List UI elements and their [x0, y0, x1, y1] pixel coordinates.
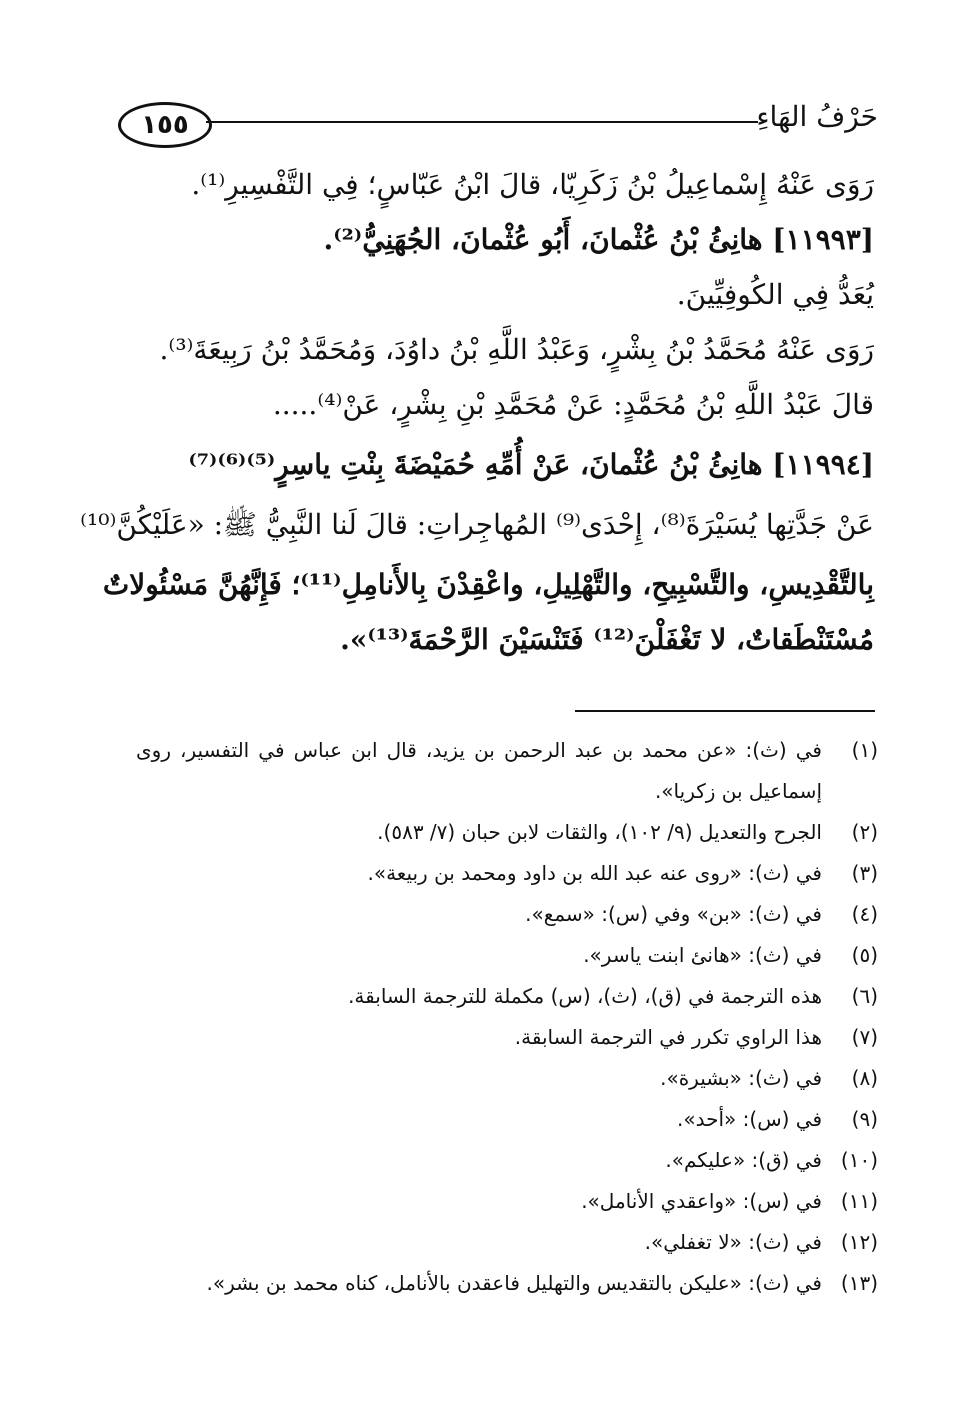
footnote-separator [575, 710, 875, 712]
main-line: قالَ عَبْدُ اللَّهِ بْنُ مُحَمَّدٍ: عَنْ مُحَمَّدِ بْنِ بِشْرٍ، عَنْ⁽⁴⁾..... [272, 388, 874, 421]
footnote-text: في (ق): «عليكم». [665, 1148, 822, 1172]
footnote-text: في (ث): «عن محمد بن عبد الرحمن بن يزيد، قال ابن عباس في التفسير، روى إسماعيل بن زكريا». [136, 738, 822, 803]
footnote-number: (٣) [851, 861, 878, 885]
footnote-number: (٤) [851, 902, 878, 926]
hadith-line: مُسْتَنْطَقاتٌ، لا تَغْفَلْنَ⁽¹²⁾ فَتَنْسَيْنَ الرَّحْمَةَ⁽¹³⁾». [340, 623, 874, 656]
page-number-badge [118, 102, 212, 148]
footnotes [136, 730, 878, 1304]
footnote-text: في (ث): «لا تغفلي». [644, 1230, 822, 1254]
page-number: ١٥٥ [141, 110, 189, 140]
main-line: رَوَى عَنْهُ مُحَمَّدُ بْنُ بِشْرٍ، وَعَبْدُ اللَّهِ بْنُ داوُدَ، وَمُحَمَّدُ بْنُ رَبِيعَةَ⁽³⁾. [159, 333, 874, 366]
footnote-text: في (س): «أحد». [677, 1107, 822, 1131]
footnote-number: (١٠) [840, 1148, 878, 1172]
footnote-text: في (ث): «هانئ ابنت ياسر». [583, 943, 822, 967]
footnote-number: (١٢) [840, 1230, 878, 1254]
footnote-text: في (ث): «بشيرة». [660, 1066, 822, 1090]
main-line: رَوَى عَنْهُ إِسْماعِيلُ بْنُ زَكَرِيّا، قالَ ابْنُ عَبّاسٍ؛ فِي التَّفْسِيرِ⁽¹⁾. [191, 168, 874, 201]
footnote-number: (٦) [851, 984, 878, 1008]
main-line: عَنْ جَدَّتِها يُسَيْرَةَ⁽⁸⁾، إِحْدَى⁽⁹⁾ المُهاجِراتِ: قالَ لَنا النَّبِيُّ ﷺ: «عَلَيْكُنَّ⁽¹⁰⁾ [80, 508, 874, 541]
entry-heading-11993: [١١٩٩٣] هانِئُ بْنُ عُثْمانَ، أَبُو عُثْمانَ، الجُهَنِيُّ⁽²⁾. [323, 223, 874, 256]
footnote-11 [136, 1181, 878, 1222]
footnote-number: (٧) [851, 1025, 878, 1049]
footnote-text: في (س): «واعقدي الأنامل». [581, 1189, 822, 1213]
footnote-number: (٩) [851, 1107, 878, 1131]
footnote-number: (٥) [851, 943, 878, 967]
footnote-12 [136, 1222, 878, 1263]
running-head: حَرْفُ الهَاءِ [756, 100, 878, 133]
footnote-text: الجرح والتعديل (٩/ ١٠٢)، والثقات لابن حبان (٧/ ٥٨٣). [377, 820, 822, 844]
footnote-1 [136, 730, 878, 812]
footnote-10 [136, 1140, 878, 1181]
footnote-number: (١١) [840, 1189, 878, 1213]
footnote-number: (١) [851, 738, 878, 762]
footnote-number: (٢) [851, 820, 878, 844]
footnote-text: في (ث): «بن» وفي (س): «سمع». [525, 902, 822, 926]
footnote-number: (١٣) [840, 1271, 878, 1295]
footnote-6 [136, 976, 878, 1017]
footnote-7 [136, 1017, 878, 1058]
footnote-8 [136, 1058, 878, 1099]
header-rule [206, 121, 758, 123]
footnote-9 [136, 1099, 878, 1140]
footnote-4 [136, 894, 878, 935]
footnote-2 [136, 812, 878, 853]
footnote-text: في (ث): «روى عنه عبد الله بن داود ومحمد بن ربيعة». [367, 861, 822, 885]
main-line: يُعَدُّ فِي الكُوفِيِّينَ. [676, 278, 874, 311]
footnote-5 [136, 935, 878, 976]
footnote-3 [136, 853, 878, 894]
footnote-text: هذه الترجمة في (ق)، (ث)، (س) مكملة للترجمة السابقة. [348, 984, 822, 1008]
footnote-13 [136, 1263, 878, 1304]
footnote-number: (٨) [851, 1066, 878, 1090]
hadith-line: بِالتَّقْدِيسِ، والتَّسْبِيحِ، والتَّهْلِيلِ، واعْقِدْنَ بِالأَنامِلِ⁽¹¹⁾؛ فَإِنَّهُنَّ مَسْئُولاتٌ [102, 568, 874, 601]
page-header [118, 100, 878, 150]
entry-heading-11994: [١١٩٩٤] هانِئُ بْنُ عُثْمانَ، عَنْ أُمِّهِ حُمَيْضَةَ بِنْتِ ياسِرٍ⁽⁵⁾⁽⁶⁾⁽⁷⁾ [188, 448, 874, 481]
footnote-text: هذا الراوي تكرر في الترجمة السابقة. [514, 1025, 822, 1049]
footnote-text: في (ث): «عليكن بالتقديس والتهليل فاعقدن بالأنامل، كناه محمد بن بشر». [206, 1271, 822, 1295]
